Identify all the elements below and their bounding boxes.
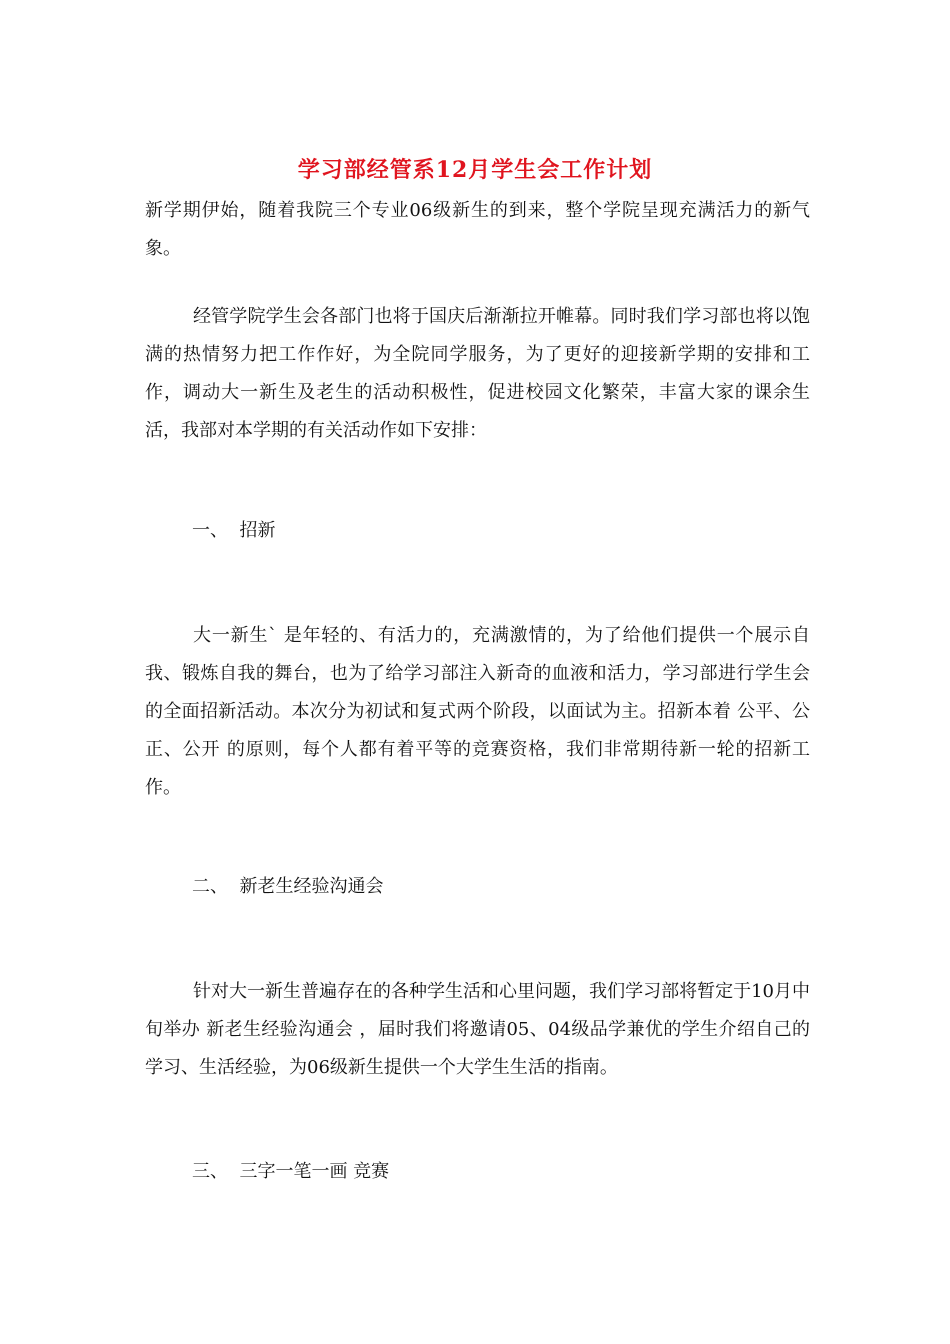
overview-paragraph: 经管学院学生会各部门也将于国庆后渐渐拉开帷幕。同时我们学习部也将以饱满的热情努力把工作作好，为全院同学服务，为了更好的迎接新学期的安排和工作，调动大一新生及老生的活动积极性，促进校园文化繁荣，丰富大家的课余生活，我部对本学期的有关活动作如下安排： <box>145 306 810 441</box>
section-heading-recruitment: 一、 招新 <box>192 520 276 541</box>
recruitment-paragraph: 大一新生` 是年轻的、有活力的，充满激情的，为了给他们提供一个展示自我、锻炼自我的舞台，也为了给学习部注入新奇的血液和活力，学习部进行学生会的全面招新活动。本次分为初试和复式两个阶段，以面试为主。招新本着 公平、公正、公开 的原则，每个人都有着平等的竞赛资格，我们非常期待新一轮的招新工作。 <box>145 625 810 798</box>
document-title: 学习部经管系12月学生会工作计划 <box>297 157 653 183</box>
section-heading-exchange-meeting: 二、 新老生经验沟通会 <box>192 876 384 897</box>
intro-paragraph: 新学期伊始，随着我院三个专业06级新生的到来，整个学院呈现充满活力的新气象。 <box>145 200 810 259</box>
exchange-meeting-paragraph: 针对大一新生普遍存在的各种学生活和心里问题，我们学习部将暂定于10月中旬举办 新老生经验沟通会 ，届时我们将邀请05、04级品学兼优的学生介绍自己的学习、生活经验，为06级新生提供一个大学生生活的指南。 <box>145 981 810 1078</box>
section-heading-calligraphy-contest: 三、 三字一笔一画 竞赛 <box>192 1161 390 1182</box>
